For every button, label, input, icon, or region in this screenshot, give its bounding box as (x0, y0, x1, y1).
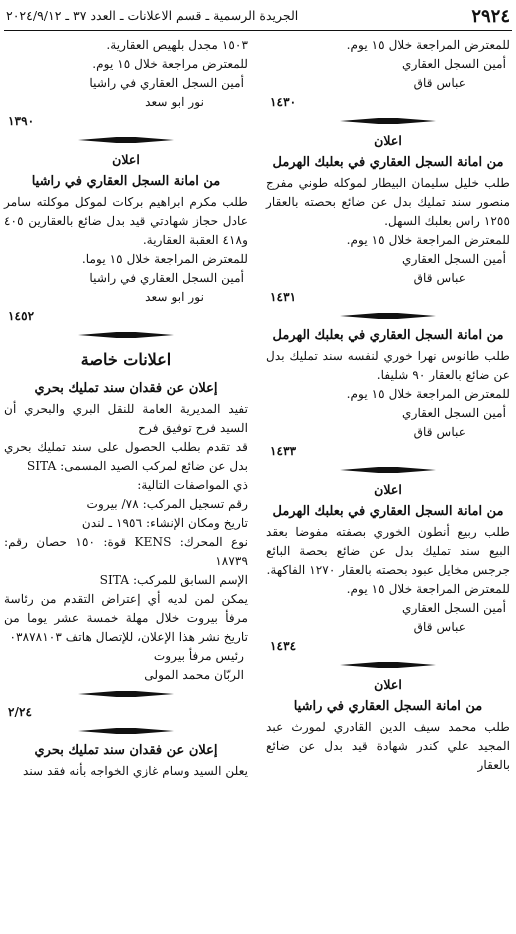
section-title: اعلانات خاصة (80, 350, 172, 369)
notice-line: ذي المواصفات التالية: (137, 478, 248, 492)
notice-heading: من امانة السجل العقاري في راشيا (31, 174, 221, 189)
notice-line: رقم تسجيل المركب: ٧٨/ بيروت (86, 497, 248, 511)
notice-heading: من امانة السجل العقاري في بعلبك الهرمل (272, 504, 504, 519)
notice-paragraph: طلب طانوس نهرا خوري لنفسه سند تمليك بدل عن ضائع بالعقار ٩٠ شليفا. (266, 349, 510, 382)
notice-paragraph: نوع المحرك: KENS قوة: ١٥٠ حصان رقم: ١٨٧٣٩ (4, 535, 248, 568)
signatory-title: أمين السجل العقاري في راشيا (89, 271, 244, 285)
signatory-name: نور ابو سعد (145, 290, 204, 304)
divider-bar (78, 728, 174, 734)
divider-ornament (4, 133, 248, 147)
notice-heading: من امانة السجل العقاري في بعلبك الهرمل (272, 155, 504, 170)
divider-ornament (266, 114, 510, 128)
divider-ornament (4, 724, 248, 738)
page-number: ٢٩٢٤ (471, 6, 510, 27)
signatory-title: أمين السجل العقاري في راشيا (89, 76, 244, 90)
notice-heading: إعلان عن فقدان سند تمليك بحري (34, 743, 218, 758)
notice-paragraph: طلب ربيع أنطون الخوري بصفته مفوضا بعقد البيع سند تمليك بدل عن ضائع بحصة البائع جرجس مخايل عبود بحصته بالعقار ١٢٧٠ الفاكهة. (266, 525, 510, 577)
divider-ornament (266, 309, 510, 323)
divider-bar (340, 118, 436, 124)
notice-line: للمعترض مراجعة خلال ١٥ يوم. (92, 57, 248, 71)
notice-number: ١٤٣٣ (270, 444, 297, 458)
divider-bar (78, 332, 174, 338)
header-rule (4, 30, 512, 31)
notice-paragraph: يمكن لمن لديه أي إعتراض التقدم من رئاسة مرفأ بيروت خلال مهلة خمسة عشر يوما من تاريخ نشر هذا الإعلان، للإتصال هاتف ٠٣٨٧٨١٠٣ (4, 592, 248, 644)
page-header (4, 6, 512, 28)
divider-bar (78, 137, 174, 143)
signatory-title: رئيس مرفأ بيروت (153, 649, 244, 663)
notice-paragraph: طلب مكرم ابراهيم بركات لموكل موكلته سامر عادل حجاز شهادتي قيد بدل ضائع بالعقارين ٤٠٥ و٤١٨ العقبة العقارية. (4, 195, 248, 247)
notice-label: اعلان (374, 133, 402, 148)
notice-heading: من امانة السجل العقاري في راشيا (293, 699, 483, 714)
signatory-name: عباس قاق (413, 271, 466, 285)
notice-label: اعلان (374, 482, 402, 497)
notice-paragraph: طلب محمد سيف الدين القادري لمورث عبد المجيد علي كندر شهادة قيد بدل عن ضائع بالعقار (266, 720, 510, 772)
notice-label: اعلان (112, 152, 140, 167)
notice-heading: من امانة السجل العقاري في بعلبك الهرمل (272, 328, 504, 343)
notice-number: ١٤٣١ (270, 290, 297, 304)
signatory-title: أمين السجل العقاري (402, 406, 506, 420)
signatory-title: أمين السجل العقاري (402, 601, 506, 615)
notice-line: للمعترض المراجعة خلال ١٥ يوما. (81, 252, 248, 266)
notice-line: للمعترض المراجعة خلال ١٥ يوم. (346, 38, 510, 52)
gazette-title: الجريدة الرسمية ـ قسم الاعلانات ـ العدد ٣٧ ـ ٢٠٢٤/٩/١٢ (6, 8, 299, 23)
signatory-title: الربّان محمد المولى (144, 668, 244, 682)
notice-line: ١٥٠٣ مجدل بلهيص العقارية. (106, 38, 248, 52)
divider-ornament (266, 463, 510, 477)
notice-paragraph: طلب خليل سليمان البيطار لموكله طوني مفرج منصور سند تمليك بدل عن ضائع بحصته بالعقار ١٢٥٥ راس بعلبك السهل. (266, 176, 510, 228)
notice-line: الإسم السابق للمركب: SITA (99, 573, 248, 587)
notice-paragraph: قد تقدم بطلب الحصول على سند تمليك بحري بدل عن ضائع لمركب الصيد المسمى: SITA (4, 440, 248, 473)
signatory-title: أمين السجل العقاري (402, 252, 506, 266)
notice-heading: إعلان عن فقدان سند تمليك بحري (34, 381, 218, 396)
notice-number: ١٣٩٠ (8, 114, 35, 128)
notice-line: تاريخ ومكان الإنشاء: ١٩٥٦ ـ لندن (81, 516, 248, 530)
notice-paragraph: يعلن السيد وسام غازي الخواجه بأنه فقد سند (22, 764, 248, 778)
divider-bar (340, 313, 436, 319)
signatory-name: عباس قاق (413, 620, 466, 634)
divider-bar (78, 691, 174, 697)
notice-label: اعلان (374, 677, 402, 692)
divider-ornament (4, 687, 248, 701)
signatory-title: أمين السجل العقاري (402, 57, 506, 71)
notice-number: ١٤٣٠ (270, 95, 297, 109)
notice-number: ١٤٥٢ (8, 309, 35, 323)
notice-number: ٢/٢٤ (8, 705, 33, 719)
notice-line: للمعترض المراجعة خلال ١٥ يوم. (346, 387, 510, 401)
notice-number: ١٤٣٤ (270, 639, 297, 653)
signatory-name: عباس قاق (413, 425, 466, 439)
notice-paragraph: تفيد المديرية العامة للنقل البري والبحري أن السيد فرح توفيق فرح (4, 402, 248, 435)
notice-line: للمعترض المراجعة خلال ١٥ يوم. (346, 233, 510, 247)
divider-ornament (4, 328, 248, 342)
signatory-name: عباس قاق (413, 76, 466, 90)
divider-ornament (266, 658, 510, 672)
divider-bar (340, 662, 436, 668)
right-column (266, 36, 510, 775)
divider-bar (340, 467, 436, 473)
left-column (4, 36, 248, 781)
signatory-name: نور ابو سعد (145, 95, 204, 109)
notice-line: للمعترض المراجعة خلال ١٥ يوم. (346, 582, 510, 596)
